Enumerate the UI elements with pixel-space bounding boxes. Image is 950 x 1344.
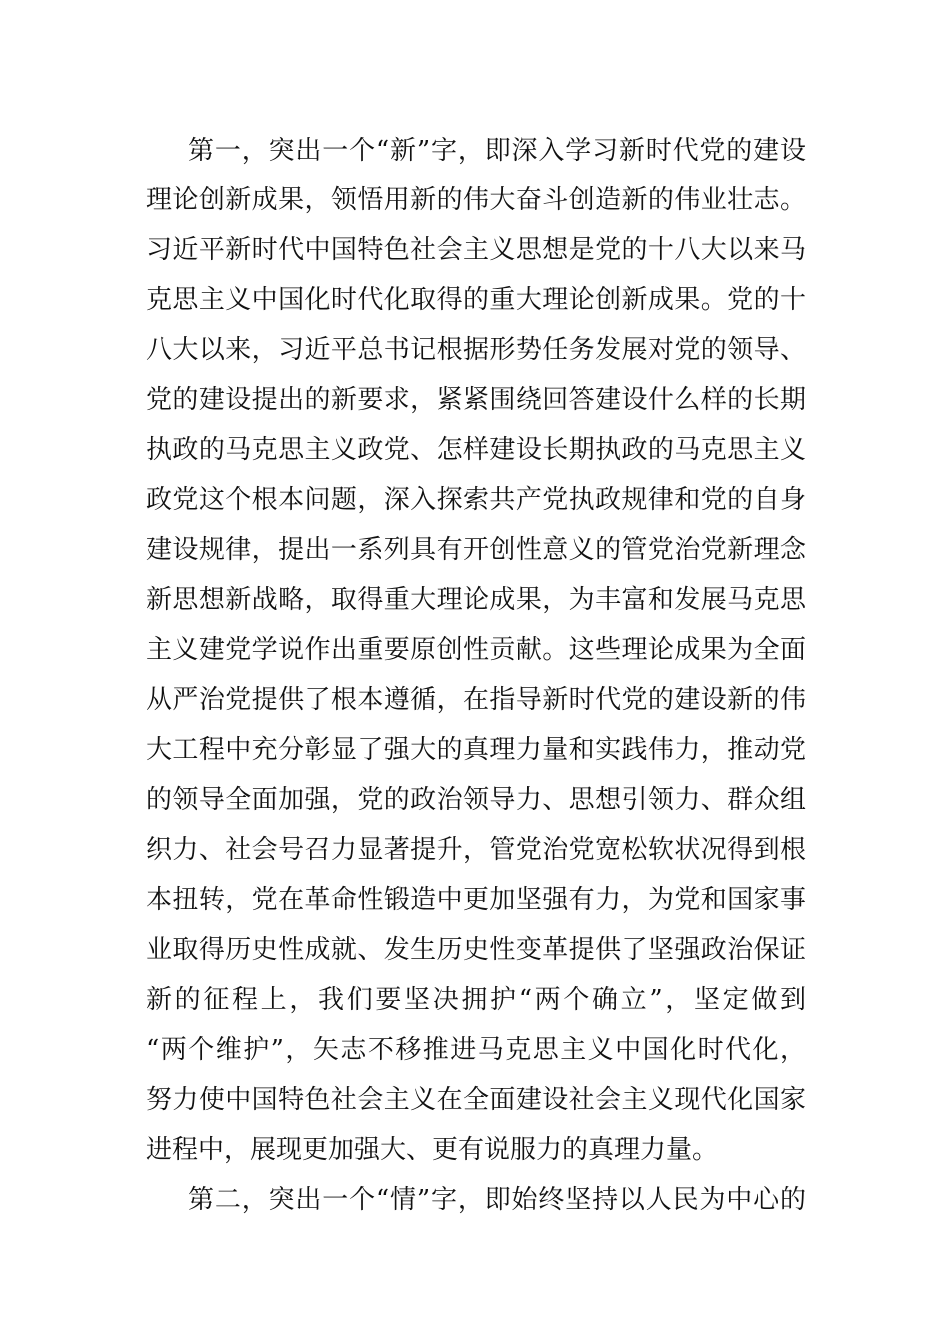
- text-line: 织力、社会号召力显著提升，管党治党宽松软状况得到根: [146, 835, 806, 865]
- text-line: 新的征程上，我们要坚决拥护“两个确立”，坚定做到: [146, 985, 806, 1015]
- text-line: 大工程中充分彰显了强大的真理力量和实践伟力，推动党: [146, 735, 806, 765]
- text-line: 主义建党学说作出重要原创性贡献。这些理论成果为全面: [146, 635, 806, 665]
- text-line: 党的建设提出的新要求，紧紧围绕回答建设什么样的长期: [146, 385, 806, 415]
- text-line: “两个维护”，矢志不移推进马克思主义中国化时代化，: [146, 1035, 806, 1065]
- text-line: 的领导全面加强，党的政治领导力、思想引领力、群众组: [146, 785, 806, 815]
- text-line: 理论创新成果，领悟用新的伟大奋斗创造新的伟业壮志。: [146, 185, 806, 215]
- text-line: 政党这个根本问题，深入探索共产党执政规律和党的自身: [146, 485, 806, 515]
- text-line: 本扭转，党在革命性锻造中更加坚强有力，为党和国家事: [146, 885, 806, 915]
- text-line: 业取得历史性成就、发生历史性变革提供了坚强政治保证: [146, 935, 806, 965]
- text-line: 执政的马克思主义政党、怎样建设长期执政的马克思主义: [146, 435, 806, 465]
- text-line: 八大以来，习近平总书记根据形势任务发展对党的领导、: [146, 335, 806, 365]
- text-line: 第二，突出一个“情”字，即始终坚持以人民为中心的: [188, 1185, 806, 1215]
- text-line: 建设规律，提出一系列具有开创性意义的管党治党新理念: [146, 535, 806, 565]
- text-line: 进程中，展现更加强大、更有说服力的真理力量。: [146, 1135, 719, 1165]
- text-line: 克思主义中国化时代化取得的重大理论创新成果。党的十: [146, 285, 806, 315]
- text-line: 新思想新战略，取得重大理论成果，为丰富和发展马克思: [146, 585, 806, 615]
- text-line: 习近平新时代中国特色社会主义思想是党的十八大以来马: [146, 235, 806, 265]
- text-line: 第一，突出一个“新”字，即深入学习新时代党的建设: [188, 136, 806, 166]
- text-line: 从严治党提供了根本遵循，在指导新时代党的建设新的伟: [146, 685, 806, 715]
- text-line: 努力使中国特色社会主义在全面建设社会主义现代化国家: [146, 1085, 806, 1115]
